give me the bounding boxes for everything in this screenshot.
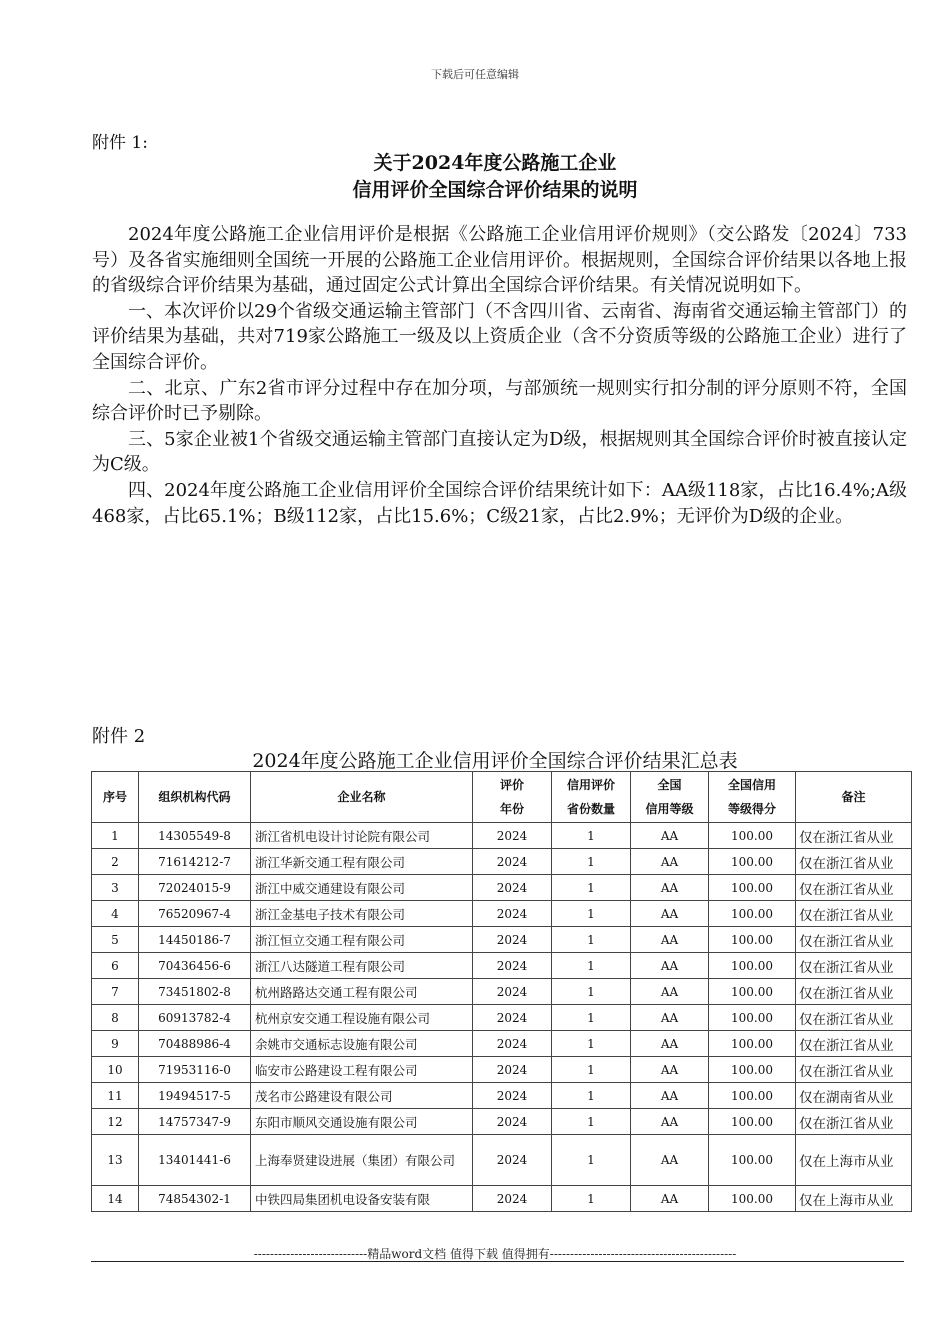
cell-company-name: 中铁四局集团机电设备安装有限 xyxy=(251,1186,473,1212)
cell-company-name: 浙江金基电子技术有限公司 xyxy=(251,901,473,927)
cell-credit-grade: AA xyxy=(631,927,709,953)
cell-province-count: 1 xyxy=(552,849,631,875)
table-row xyxy=(92,849,912,875)
cell-index: 6 xyxy=(92,953,139,979)
footer-text: ----------------------------精品word文档 值得下载 值得拥有---------------------------------------------- xyxy=(253,1247,737,1261)
cell-index: 3 xyxy=(92,875,139,901)
cell-grade-score: 100.00 xyxy=(709,1186,796,1212)
cell-org-code: 72024015-9 xyxy=(139,875,251,901)
cell-company-name: 浙江省机电设计讨论院有限公司 xyxy=(251,823,473,849)
header-remark: 备注 xyxy=(796,772,912,823)
cell-org-code: 71953116-0 xyxy=(139,1057,251,1083)
cell-credit-grade: AA xyxy=(631,1109,709,1135)
cell-org-code: 76520967-4 xyxy=(139,901,251,927)
paragraph-item-3: 三、5家企业被1个省级交通运输主管部门直接认定为D级，根据规则其全国综合评价时被直接认定为C级。 xyxy=(92,428,907,476)
header-org-code: 组织机构代码 xyxy=(139,772,251,823)
cell-credit-grade: AA xyxy=(631,1083,709,1109)
table-row xyxy=(92,875,912,901)
document-body xyxy=(92,222,907,529)
cell-eval-year: 2024 xyxy=(473,849,552,875)
cell-grade-score: 100.00 xyxy=(709,1031,796,1057)
table-title: 2024年度公路施工企业信用评价全国综合评价结果汇总表 xyxy=(252,750,738,772)
table-row xyxy=(92,979,912,1005)
cell-grade-score: 100.00 xyxy=(709,1083,796,1109)
cell-eval-year: 2024 xyxy=(473,1109,552,1135)
header-index: 序号 xyxy=(92,772,139,823)
header-company-name: 企业名称 xyxy=(251,772,473,823)
cell-index: 9 xyxy=(92,1031,139,1057)
cell-province-count: 1 xyxy=(552,927,631,953)
cell-index: 7 xyxy=(92,979,139,1005)
cell-credit-grade: AA xyxy=(631,953,709,979)
cell-remark: 仅在浙江省从业 xyxy=(796,1005,912,1031)
paragraph-intro: 2024年度公路施工企业信用评价是根据《公路施工企业信用评价规则》（交公路发〔2024〕733号）及各省实施细则全国统一开展的公路施工企业信用评价。根据规则，全国综合评价结果以各地上报的省级综合评价结果为基础，通过固定公式计算出全国综合评价结果。有关情况说明如下。 xyxy=(92,224,907,297)
cell-index: 5 xyxy=(92,927,139,953)
cell-remark: 仅在浙江省从业 xyxy=(796,1109,912,1135)
results-table xyxy=(91,771,912,1212)
cell-eval-year: 2024 xyxy=(473,875,552,901)
table-row xyxy=(92,953,912,979)
cell-province-count: 1 xyxy=(552,1186,631,1212)
document-title-line-2: 信用评价全国综合评价结果的说明 xyxy=(352,179,638,201)
cell-credit-grade: AA xyxy=(631,1186,709,1212)
cell-remark: 仅在浙江省从业 xyxy=(796,849,912,875)
cell-index: 10 xyxy=(92,1057,139,1083)
table-row xyxy=(92,823,912,849)
cell-grade-score: 100.00 xyxy=(709,823,796,849)
cell-remark: 仅在浙江省从业 xyxy=(796,875,912,901)
cell-remark: 仅在上海市从业 xyxy=(796,1186,912,1212)
cell-credit-grade: AA xyxy=(631,875,709,901)
cell-remark: 仅在浙江省从业 xyxy=(796,927,912,953)
cell-company-name: 临安市公路建设工程有限公司 xyxy=(251,1057,473,1083)
cell-province-count: 1 xyxy=(552,979,631,1005)
attachment-2-label: 附件 2 xyxy=(92,726,146,747)
cell-remark: 仅在浙江省从业 xyxy=(796,979,912,1005)
cell-org-code: 14450186-7 xyxy=(139,927,251,953)
cell-index: 12 xyxy=(92,1109,139,1135)
cell-company-name: 上海奉贤建设进展（集团）有限公司 xyxy=(251,1135,473,1186)
cell-org-code: 13401441-6 xyxy=(139,1135,251,1186)
cell-index: 14 xyxy=(92,1186,139,1212)
paragraph-item-4: 四、2024年度公路施工企业信用评价全国综合评价结果统计如下：AA级118家，占比16.4%;A级468家，占比65.1%；B级112家，占比15.6%；C级21家，占比2.9%；无评价为D级的企业。 xyxy=(92,479,907,527)
paragraph-item-1: 一、本次评价以29个省级交通运输主管部门（不含四川省、云南省、海南省交通运输主管部门）的评价结果为基础，共对719家公路施工一级及以上资质企业（含不分资质等级的公路施工企业）进行了全国综合评价。 xyxy=(92,300,907,373)
cell-company-name: 东阳市顺风交通设施有限公司 xyxy=(251,1109,473,1135)
cell-eval-year: 2024 xyxy=(473,1005,552,1031)
cell-grade-score: 100.00 xyxy=(709,953,796,979)
cell-credit-grade: AA xyxy=(631,1057,709,1083)
cell-eval-year: 2024 xyxy=(473,1135,552,1186)
table-row xyxy=(92,1083,912,1109)
cell-eval-year: 2024 xyxy=(473,823,552,849)
cell-remark: 仅在浙江省从业 xyxy=(796,953,912,979)
cell-eval-year: 2024 xyxy=(473,927,552,953)
cell-org-code: 70436456-6 xyxy=(139,953,251,979)
cell-company-name: 浙江华新交通工程有限公司 xyxy=(251,849,473,875)
cell-eval-year: 2024 xyxy=(473,1186,552,1212)
cell-credit-grade: AA xyxy=(631,1135,709,1186)
cell-index: 4 xyxy=(92,901,139,927)
cell-grade-score: 100.00 xyxy=(709,1005,796,1031)
footer-rule xyxy=(91,1261,904,1262)
cell-credit-grade: AA xyxy=(631,901,709,927)
cell-grade-score: 100.00 xyxy=(709,979,796,1005)
cell-remark: 仅在浙江省从业 xyxy=(796,1031,912,1057)
cell-company-name: 茂名市公路建设有限公司 xyxy=(251,1083,473,1109)
cell-credit-grade: AA xyxy=(631,1031,709,1057)
table-body xyxy=(92,823,912,1212)
cell-province-count: 1 xyxy=(552,823,631,849)
cell-remark: 仅在浙江省从业 xyxy=(796,823,912,849)
header-credit-grade: 全国 信用等级 xyxy=(631,772,709,823)
table-row xyxy=(92,1135,912,1186)
table-row xyxy=(92,1109,912,1135)
cell-index: 13 xyxy=(92,1135,139,1186)
cell-remark: 仅在浙江省从业 xyxy=(796,1057,912,1083)
cell-grade-score: 100.00 xyxy=(709,875,796,901)
cell-org-code: 73451802-8 xyxy=(139,979,251,1005)
cell-eval-year: 2024 xyxy=(473,901,552,927)
paragraph-item-2: 二、北京、广东2省市评分过程中存在加分项，与部颁统一规则实行扣分制的评分原则不符，全国综合评价时已予剔除。 xyxy=(92,377,907,425)
cell-credit-grade: AA xyxy=(631,823,709,849)
cell-eval-year: 2024 xyxy=(473,1031,552,1057)
cell-org-code: 14757347-9 xyxy=(139,1109,251,1135)
table-row xyxy=(92,1005,912,1031)
cell-grade-score: 100.00 xyxy=(709,927,796,953)
cell-org-code: 60913782-4 xyxy=(139,1005,251,1031)
cell-index: 2 xyxy=(92,849,139,875)
cell-org-code: 74854302-1 xyxy=(139,1186,251,1212)
cell-eval-year: 2024 xyxy=(473,1057,552,1083)
cell-org-code: 19494517-5 xyxy=(139,1083,251,1109)
document-title-line-1: 关于2024年度公路施工企业 xyxy=(373,152,617,174)
cell-credit-grade: AA xyxy=(631,1005,709,1031)
cell-remark: 仅在湖南省从业 xyxy=(796,1083,912,1109)
cell-org-code: 14305549-8 xyxy=(139,823,251,849)
cell-org-code: 71614212-7 xyxy=(139,849,251,875)
attachment-1-label: 附件 1: xyxy=(92,133,148,153)
cell-index: 8 xyxy=(92,1005,139,1031)
cell-remark: 仅在上海市从业 xyxy=(796,1135,912,1186)
cell-company-name: 杭州京安交通工程设施有限公司 xyxy=(251,1005,473,1031)
cell-eval-year: 2024 xyxy=(473,1083,552,1109)
cell-grade-score: 100.00 xyxy=(709,1135,796,1186)
cell-grade-score: 100.00 xyxy=(709,901,796,927)
cell-credit-grade: AA xyxy=(631,849,709,875)
cell-eval-year: 2024 xyxy=(473,953,552,979)
cell-grade-score: 100.00 xyxy=(709,1109,796,1135)
cell-province-count: 1 xyxy=(552,953,631,979)
table-row xyxy=(92,1186,912,1212)
cell-company-name: 浙江恒立交通工程有限公司 xyxy=(251,927,473,953)
cell-org-code: 70488986-4 xyxy=(139,1031,251,1057)
cell-province-count: 1 xyxy=(552,1083,631,1109)
header-eval-year: 评价 年份 xyxy=(473,772,552,823)
cell-province-count: 1 xyxy=(552,1005,631,1031)
header-province-count: 信用评价 省份数量 xyxy=(552,772,631,823)
cell-company-name: 余姚市交通标志设施有限公司 xyxy=(251,1031,473,1057)
cell-grade-score: 100.00 xyxy=(709,1057,796,1083)
page-header: 下载后可任意编辑 xyxy=(431,68,519,81)
table-row xyxy=(92,1031,912,1057)
cell-company-name: 浙江中威交通建设有限公司 xyxy=(251,875,473,901)
cell-province-count: 1 xyxy=(552,1031,631,1057)
table-row xyxy=(92,1057,912,1083)
cell-eval-year: 2024 xyxy=(473,979,552,1005)
table-row xyxy=(92,927,912,953)
cell-grade-score: 100.00 xyxy=(709,849,796,875)
cell-province-count: 1 xyxy=(552,901,631,927)
header-grade-score: 全国信用 等级得分 xyxy=(709,772,796,823)
cell-index: 1 xyxy=(92,823,139,849)
cell-index: 11 xyxy=(92,1083,139,1109)
cell-province-count: 1 xyxy=(552,1057,631,1083)
cell-province-count: 1 xyxy=(552,1109,631,1135)
cell-company-name: 浙江八达隧道工程有限公司 xyxy=(251,953,473,979)
cell-province-count: 1 xyxy=(552,875,631,901)
cell-province-count: 1 xyxy=(552,1135,631,1186)
table-header-row xyxy=(92,772,912,823)
table-row xyxy=(92,901,912,927)
cell-remark: 仅在浙江省从业 xyxy=(796,901,912,927)
cell-credit-grade: AA xyxy=(631,979,709,1005)
cell-company-name: 杭州路路达交通工程有限公司 xyxy=(251,979,473,1005)
